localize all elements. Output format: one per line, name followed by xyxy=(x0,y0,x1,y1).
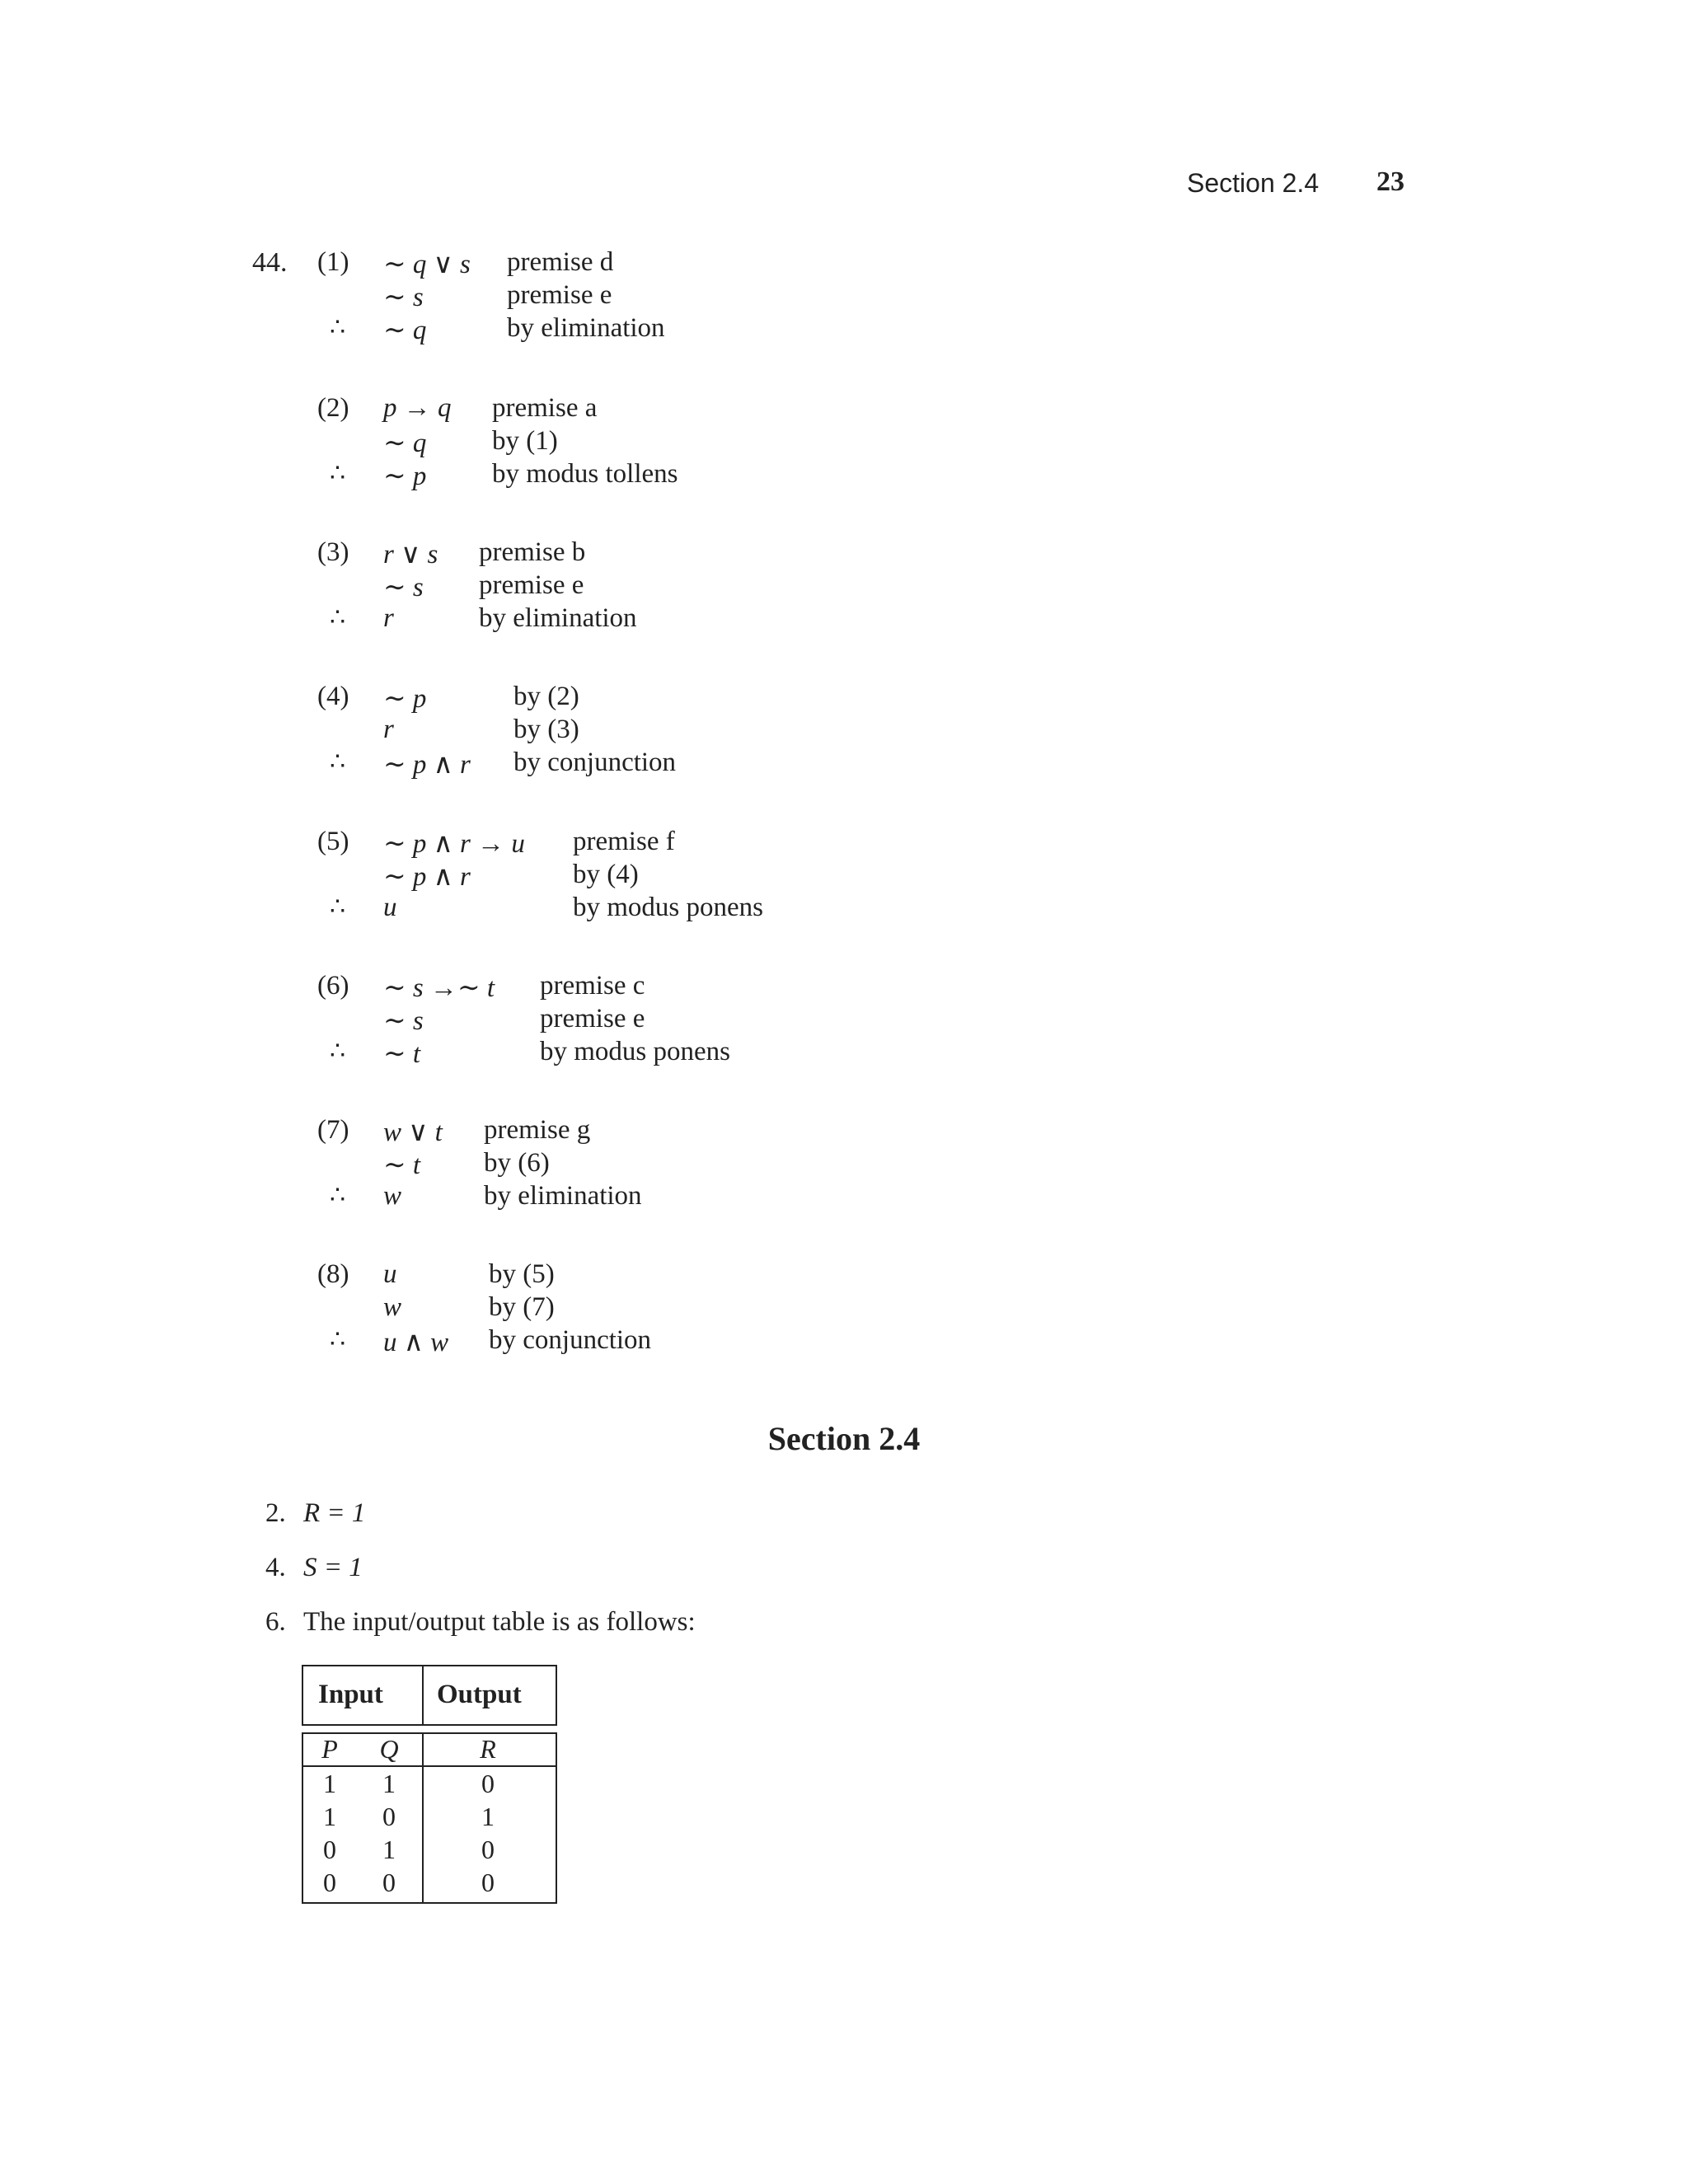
step-label: (2) xyxy=(317,393,349,423)
table-cell: 1 xyxy=(323,1769,336,1798)
formula: ∼ q xyxy=(383,429,427,458)
justification: premise d xyxy=(507,247,614,277)
justification: by elimination xyxy=(507,313,665,343)
formula: ∼ s xyxy=(383,283,424,312)
justification: premise e xyxy=(479,570,584,600)
proof-line xyxy=(383,893,763,926)
column-divider xyxy=(422,1734,424,1902)
step-label: (7) xyxy=(317,1115,349,1145)
proof-line xyxy=(383,971,645,1004)
formula: ∼ s xyxy=(383,573,424,602)
therefore-symbol: ∴ xyxy=(330,893,346,921)
table-cell: 0 xyxy=(481,1835,495,1864)
proof-line xyxy=(383,1181,642,1214)
proof-line xyxy=(383,827,675,860)
proof-line xyxy=(383,603,637,636)
section-heading: Section 2.4 xyxy=(767,1420,921,1457)
table-cell: 1 xyxy=(382,1769,396,1798)
formula: w xyxy=(383,1181,402,1211)
justification: premise c xyxy=(540,971,645,1001)
justification: by (7) xyxy=(489,1292,555,1322)
formula: ∼ q ∨ s xyxy=(383,250,471,279)
output-header: Output xyxy=(437,1680,522,1709)
proof-step-5 xyxy=(317,827,894,934)
proof-step-8 xyxy=(317,1259,894,1366)
answer-text: R = 1 xyxy=(303,1498,366,1528)
therefore-symbol: ∴ xyxy=(330,1038,346,1065)
step-label: (4) xyxy=(317,682,349,711)
step-label: (1) xyxy=(317,247,349,277)
justification: by (3) xyxy=(513,715,579,744)
answer-item xyxy=(265,1607,696,1638)
table-cell: 1 xyxy=(382,1835,396,1864)
proof-line xyxy=(383,459,678,492)
step-label: (8) xyxy=(317,1259,349,1289)
formula: ∼ s xyxy=(383,1006,424,1036)
therefore-symbol: ∴ xyxy=(330,314,346,341)
justification: premise a xyxy=(492,393,598,423)
proof-step-3 xyxy=(317,537,894,644)
proof-step-6 xyxy=(317,971,894,1078)
answer-number: 6. xyxy=(265,1607,286,1637)
justification: by modus ponens xyxy=(573,893,763,922)
justification: by modus ponens xyxy=(540,1037,730,1066)
proof-line xyxy=(383,1325,652,1358)
column-label-q: Q xyxy=(379,1734,399,1764)
answer-text: S = 1 xyxy=(303,1553,363,1582)
therefore-symbol: ∴ xyxy=(330,1182,346,1209)
proof-line xyxy=(383,537,586,570)
proof-line xyxy=(383,393,598,426)
formula: ∼ t xyxy=(383,1039,421,1069)
answer-item xyxy=(265,1498,365,1529)
justification: premise e xyxy=(507,280,612,310)
table-cell: 0 xyxy=(382,1868,396,1897)
proof-line xyxy=(383,1004,645,1037)
table-cell: 0 xyxy=(481,1769,495,1798)
proof-line xyxy=(383,682,579,715)
proof-step-1 xyxy=(317,247,894,354)
justification: premise e xyxy=(540,1004,645,1033)
proof-line xyxy=(383,313,665,346)
answer-item xyxy=(265,1553,363,1583)
proof-line xyxy=(383,247,614,280)
formula: ∼ t xyxy=(383,1151,421,1180)
justification: premise g xyxy=(484,1115,591,1145)
column-label-r: R xyxy=(480,1734,496,1764)
justification: premise f xyxy=(573,827,675,856)
proof-line xyxy=(383,1148,550,1181)
table-header xyxy=(302,1665,557,1726)
formula: u xyxy=(383,893,397,922)
proof-step-7 xyxy=(317,1115,894,1222)
formula: w xyxy=(383,1292,402,1322)
table-cell: 0 xyxy=(382,1802,396,1831)
header-section: Section 2.4 xyxy=(1187,168,1320,198)
justification: by modus tollens xyxy=(492,459,678,489)
answer-number: 2. xyxy=(265,1498,286,1528)
table-cell: 0 xyxy=(323,1835,336,1864)
justification: by (4) xyxy=(573,860,639,889)
running-header xyxy=(1187,168,1418,204)
justification: by (1) xyxy=(492,426,558,456)
proof-step-2 xyxy=(317,393,894,500)
answer-text: The input/output table is as follows: xyxy=(303,1607,696,1637)
formula: ∼ q xyxy=(383,316,427,345)
proof-step-4 xyxy=(317,682,894,789)
proof-line xyxy=(383,860,639,893)
proof-line xyxy=(383,1115,591,1148)
therefore-symbol: ∴ xyxy=(330,604,346,631)
input-output-table xyxy=(302,1665,557,1919)
table-cell: 1 xyxy=(481,1802,495,1831)
formula: ∼ p ∧ r → u xyxy=(383,829,525,859)
therefore-symbol: ∴ xyxy=(330,748,346,776)
justification: by elimination xyxy=(484,1181,642,1211)
formula: ∼ p xyxy=(383,684,427,714)
proof-line xyxy=(383,1292,555,1325)
answer-number: 4. xyxy=(265,1553,286,1582)
proof-line xyxy=(383,748,677,780)
proof-line xyxy=(383,280,612,313)
table-cell: 0 xyxy=(481,1868,495,1897)
justification: by conjunction xyxy=(513,748,677,777)
formula: w ∨ t xyxy=(383,1118,443,1147)
step-label: (6) xyxy=(317,971,349,1001)
justification: by elimination xyxy=(479,603,637,633)
formula: ∼ p ∧ r xyxy=(383,862,471,892)
formula: r xyxy=(383,715,394,744)
formula: ∼ s →∼ t xyxy=(383,973,495,1003)
justification: by (5) xyxy=(489,1259,555,1289)
therefore-symbol: ∴ xyxy=(330,1326,346,1353)
justification: by conjunction xyxy=(489,1325,652,1355)
table-cell: 1 xyxy=(323,1802,336,1831)
page-number: 23 xyxy=(1376,166,1404,197)
column-label-p: P xyxy=(321,1734,338,1764)
step-label: (3) xyxy=(317,537,349,567)
formula: ∼ p xyxy=(383,462,427,491)
justification: premise b xyxy=(479,537,586,567)
proof-line xyxy=(383,715,579,748)
table-body xyxy=(302,1732,557,1904)
proof-line xyxy=(383,570,584,603)
formula: u xyxy=(383,1259,397,1289)
formula: r ∨ s xyxy=(383,540,438,569)
column-divider xyxy=(422,1666,424,1724)
proof-line xyxy=(383,426,558,459)
therefore-symbol: ∴ xyxy=(330,460,346,487)
formula: ∼ p ∧ r xyxy=(383,750,471,780)
proof-line xyxy=(383,1037,730,1070)
table-cell: 0 xyxy=(323,1868,336,1897)
justification: by (2) xyxy=(513,682,579,711)
formula: u ∧ w xyxy=(383,1328,449,1357)
step-label: (5) xyxy=(317,827,349,856)
formula: r xyxy=(383,603,394,633)
input-header: Input xyxy=(318,1680,383,1709)
problem-number: 44. xyxy=(252,247,288,278)
justification: by (6) xyxy=(484,1148,550,1178)
formula: p → q xyxy=(383,393,452,423)
proof-line xyxy=(383,1259,555,1292)
